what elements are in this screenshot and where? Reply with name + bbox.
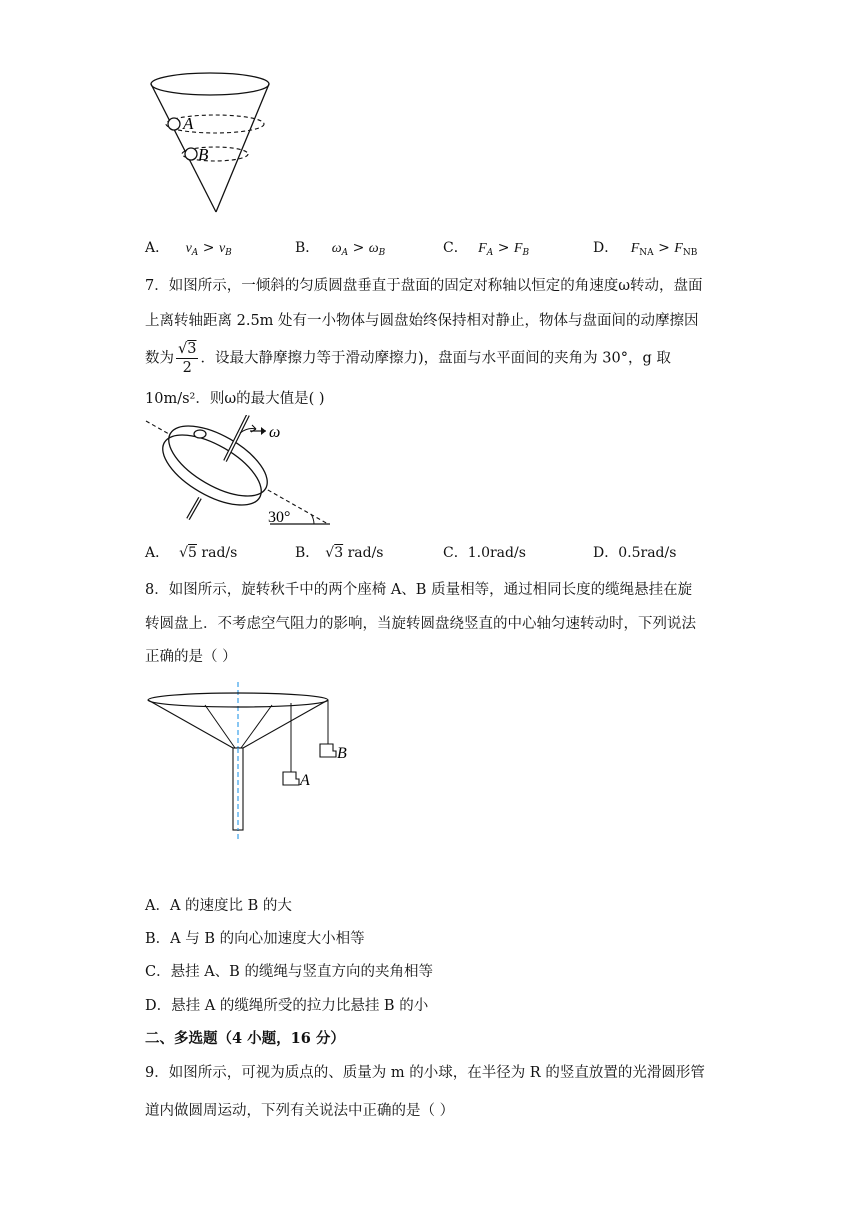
q7-line-3: 数为 $\frac{√3}{2}$ ．设最大静摩擦力等于滑动摩擦力)，盘面与水平面间的夹角为 30°，g 取 (145, 341, 671, 376)
cone-figure (140, 70, 290, 220)
q7-option-b[interactable]: B． √3 rad/s (295, 545, 384, 561)
q8-option-b[interactable]: B．A 与 B 的向心加速度大小相等 (145, 931, 365, 947)
fraction-sqrt3-over-2: $\frac{√3}{2}$ (178, 341, 197, 376)
q8-line-2: 转圆盘上．不考虑空气阻力的影响，当旋转圆盘绕竖直的中心轴匀速转动时，下列说法 (145, 616, 696, 632)
q8-option-a[interactable]: A．A 的速度比 B 的大 (145, 898, 292, 914)
q7-line-1: 7．如图所示，一倾斜的匀质圆盘垂直于盘面的固定对称轴以恒定的角速度ω转动，盘面 (145, 278, 703, 294)
q7-line-4: 10m/s²．则ω的最大值是( ) (145, 391, 325, 407)
q7-option-d[interactable]: D．0.5rad/s (593, 545, 677, 561)
swing-label-b: B (337, 745, 347, 762)
q7-option-c[interactable]: C．1.0rad/s (443, 545, 526, 561)
q8-line-3: 正确的是（ ） (145, 649, 237, 665)
omega-label: ω (269, 424, 281, 441)
q9-line-2: 道内做圆周运动，下列有关说法中正确的是（ ） (145, 1103, 455, 1119)
tilted-disc-figure (140, 415, 335, 530)
q8-option-c[interactable]: C．悬挂 A、B 的缆绳与竖直方向的夹角相等 (145, 964, 433, 980)
q9-line-1: 9．如图所示，可视为质点的、质量为 m 的小球，在半径为 R 的竖直放置的光滑圆形管 (145, 1065, 705, 1081)
angle-label: 30° (268, 509, 291, 526)
q6-option-d[interactable]: D． $F_{NA} > F_{NB}$ (593, 240, 698, 258)
q7-option-a[interactable]: A． √5 rad/s (145, 545, 238, 561)
cone-label-a: A (183, 114, 194, 133)
rotating-swing-figure (140, 682, 360, 847)
swing-label-a: A (300, 772, 310, 789)
q7-line-2: 上离转轴距离 2.5m 处有一小物体与圆盘始终保持相对静止，物体与盘面间的动摩擦因 (145, 313, 699, 329)
q8-option-d[interactable]: D．悬挂 A 的缆绳所受的拉力比悬挂 B 的小 (145, 998, 429, 1014)
q6-option-c[interactable]: C． $F_A > F_B$ (443, 240, 530, 258)
cone-label-b: B (198, 145, 209, 164)
q6-option-b[interactable]: B． $\omega_A > \omega_B$ (295, 240, 386, 258)
q6-option-a[interactable]: A． $v_A > v_B$ (145, 240, 232, 258)
section-title-multiple-choice: 二、多选题（4 小题，16 分） (145, 1030, 345, 1047)
q8-line-1: 8．如图所示，旋转秋千中的两个座椅 A、B 质量相等，通过相同长度的缆绳悬挂在旋 (145, 582, 693, 598)
